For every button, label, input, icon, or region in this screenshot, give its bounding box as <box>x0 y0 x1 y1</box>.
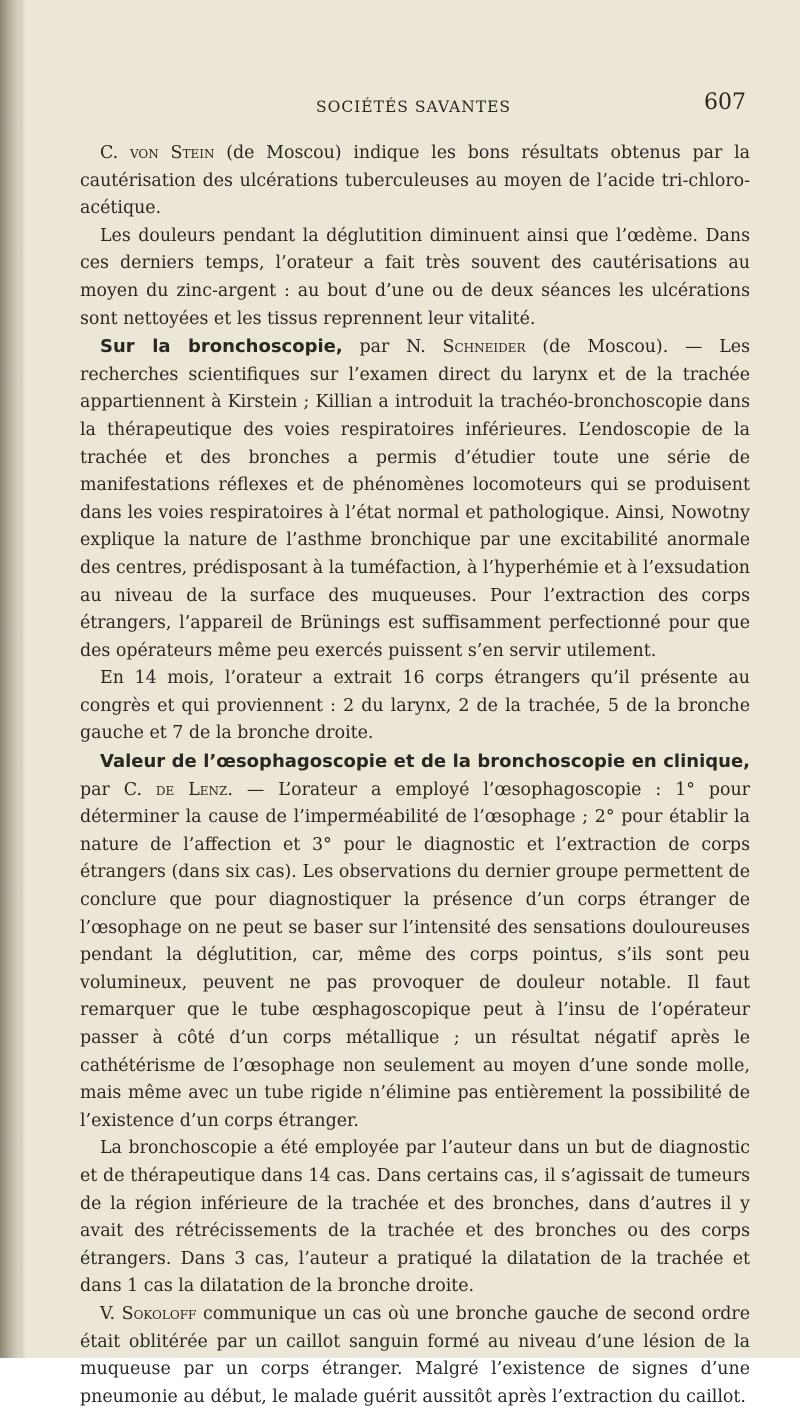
paragraph-text: (de Moscou) indique les bons résultats obtenus par la cautérisation des ulcérations tuberculeuses au moyen de l’acide tri-chloro-acétique. <box>80 143 750 219</box>
author-name: V. Sokoloff <box>100 1303 197 1324</box>
body-text <box>80 140 750 1411</box>
paragraph-text: En 14 mois, l’orateur a extrait 16 corps étrangers qu’il présente au congrès et qui proviennent : 2 du larynx, 2 de la trachée, 5 de la bronche gauche et 7 de la bronche droite. <box>80 668 750 744</box>
paragraph-text: . — L’orateur a employé l’œsophagoscopie : 1° pour déterminer la cause de l’imperméabilité de l’œsophage ; 2° pour établir la nature de l’affection et 3° pour le diagnostic et l’extraction de corps étrangers (dans six cas). Les observations du dernier groupe permettent de conclure que pour diagnostiquer la présence d’un corps étranger de l’œsophage on ne peut se baser sur l’intensité des sensations douloureuses pendant la déglutition, car, même des corps pointus, s’ils sont peu volumineux, peuvent ne pas provoquer de douleur notable. Il faut remarquer que le tube œsphagoscopique peut à l’insu de l’opérateur passer à côté d’un corps métallique ; un résultat négatif après le cathétérisme de l’œsophage non seulement au moyen d’une sonde molle, mais même avec un tube rigide n’élimine pas entièrement la possibilité de l’existence d’un corps étranger. <box>80 779 750 1131</box>
paragraph-text: Les douleurs pendant la déglutition diminuent ainsi que l’œdème. Dans ces derniers temps, l’orateur a fait très souvent des cautérisations au moyen du zinc-argent : au bout d’une ou de deux séances les ulcérations sont nettoyées et les tissus reprennent leur vitalité. <box>80 225 750 329</box>
paragraph-bronchoscopie <box>80 333 750 665</box>
author-name: de Lenz <box>155 779 228 800</box>
paragraph-text-prefix: par C. <box>80 779 156 800</box>
paragraph-von-stein <box>80 140 750 223</box>
spine-shadow <box>20 0 26 1358</box>
paragraph-text: (de Moscou). — Les recherches scientifiques sur l’examen direct du larynx et de la trachée appartiennent à Kirstein ; Killian a introduit la trachéo-bronchoscopie dans la thérapeutique des voies respiratoires inférieures. L’endoscopie de la trachée et des bronches a permis d’étudier toute une série de manifestations réflexes et de phénomènes locomoteurs qui se produisent dans les voies respiratoires à l’état normal et pathologique. Ainsi, Nowotny explique la nature de l’asthme bronchique par une excitabilité anormale des centres, prédisposant à la tuméfaction, à l’hyperhémie et à l’exsudation au niveau de la surface des muqueuses. Pour l’extraction des corps étrangers, l’appareil de Brünings est suffisamment perfectionné pour que des opérateurs même peu exercés puissent s’en servir utilement. <box>80 337 750 661</box>
running-head: SOCIÉTÉS SAVANTES <box>316 98 512 116</box>
page-header <box>80 90 748 120</box>
paragraph-douleurs <box>80 223 750 333</box>
paragraph-text-prefix: par N. <box>342 337 443 358</box>
paragraph-sokoloff <box>80 1301 750 1411</box>
section-lead: Valeur de l’œsophagoscopie et de la bronchoscopie en clinique, <box>100 751 750 773</box>
paragraph-bronchoscopie-diagnostic <box>80 1135 750 1301</box>
section-lead: Sur la bronchoscopie, <box>100 336 343 358</box>
paragraph-text: communique un cas où une bronche gauche de second ordre était oblitérée par un caillot sanguin formé au niveau d’une lésion de la muqueuse par un corps étranger. Malgré l’existence de signes d’une pneumonie au début, le malade guérit aussitôt après l’extraction du caillot. <box>80 1303 751 1407</box>
paragraph-corps-etrangers <box>80 665 750 748</box>
paragraph-oesophagoscopie <box>80 748 750 1135</box>
page-number: 607 <box>704 90 746 115</box>
author-name: Schneider <box>442 337 526 358</box>
author-name: C. von Stein <box>100 143 215 163</box>
page-spine <box>0 0 20 1358</box>
paragraph-text: La bronchoscopie a été employée par l’auteur dans un but de diagnostic et de thérapeutique dans 14 cas. Dans certains cas, il s’agissait de tumeurs de la région inférieure de la trachée et des bronches, dans d’autres il y avait des rétrécissements de la trachée et des bronches ou des corps étrangers. Dans 3 cas, l’auteur a pratiqué la dilatation de la trachée et dans 1 cas la dilatation de la bronche droite. <box>80 1138 750 1297</box>
